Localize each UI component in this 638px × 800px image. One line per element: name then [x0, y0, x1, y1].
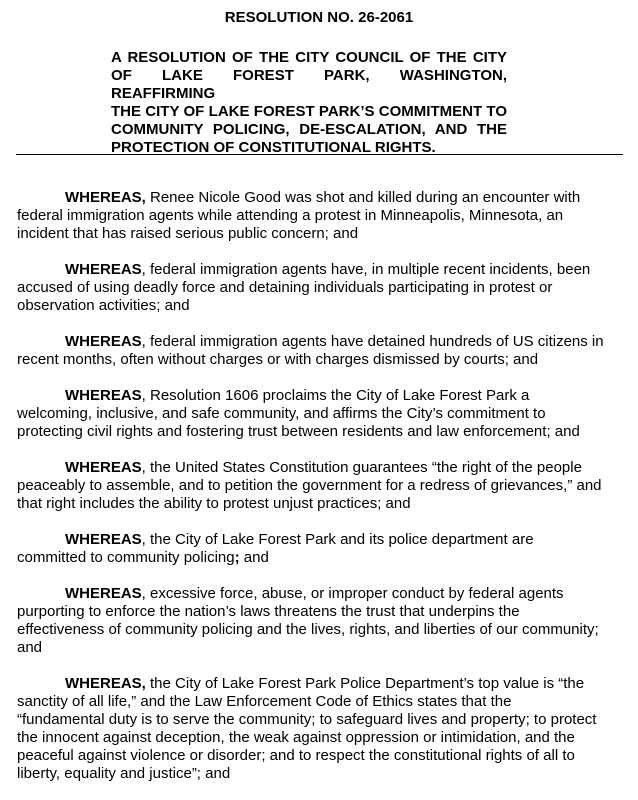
whereas-keyword: WHEREAS,	[65, 189, 146, 206]
paragraph-text: Renee Nicole Good was shot and killed during an encounter with	[145, 189, 581, 206]
whereas-keyword: WHEREAS	[65, 261, 142, 278]
paragraph-text: , excessive force, abuse, or improper conduct by federal agents	[141, 585, 564, 602]
paragraph-line: recent months, often without charges or with charges dismissed by courts; and	[17, 351, 539, 368]
paragraph-text: , the United States Constitution guarantees “the right of the people	[141, 459, 582, 476]
paragraph-line: welcoming, inclusive, and safe community, and affirms the City’s commitment to	[17, 405, 546, 422]
paragraph-line: liberty, equality and justice”; and	[17, 765, 231, 782]
paragraph-line: and	[17, 639, 43, 656]
paragraph-line: protecting civil rights and fostering trust between residents and law enforcement; and	[17, 423, 580, 440]
whereas-paragraph	[17, 531, 629, 567]
paragraph-line: incident that has raised serious public concern; and	[17, 225, 359, 242]
paragraph-text: the City of Lake Forest Park Police Department’s top value is “the	[145, 675, 585, 692]
resolution-body	[17, 189, 629, 800]
paragraph-line: purporting to enforce the nation’s laws threatens the trust that underpins the	[17, 603, 520, 620]
whereas-keyword: WHEREAS	[65, 333, 142, 350]
paragraph-line: federal immigration agents while attending a protest in Minneapolis, Minnesota, an	[17, 207, 564, 224]
paragraph-text: , Resolution 1606 proclaims the City of Lake Forest Park a	[141, 387, 530, 404]
paragraph-line: “fundamental duty is to serve the community; to safeguard lives and property; to protect	[17, 711, 597, 728]
whereas-paragraph	[17, 585, 629, 657]
paragraph-text: , federal immigration agents have, in multiple recent incidents, been	[141, 261, 591, 278]
paragraph-line: peaceably to assemble, and to petition the government for a redress of grievances,” and	[17, 477, 602, 494]
title-line: OF LAKE FOREST PARK, WASHINGTON, REAFFIRMING	[111, 67, 507, 102]
title-line: PROTECTION OF CONSTITUTIONAL RIGHTS.	[111, 139, 436, 156]
resolution-number: RESOLUTION NO. 26-2061	[224, 9, 414, 26]
title-line: COMMUNITY POLICING, DE-ESCALATION, AND THE	[111, 121, 507, 138]
paragraph-text: , federal immigration agents have detained hundreds of US citizens in	[141, 333, 604, 350]
whereas-keyword: WHEREAS	[65, 585, 142, 602]
whereas-keyword: WHEREAS	[65, 459, 142, 476]
paragraph-line: effectiveness of community policing and the lives, rights, and liberties of our community;	[17, 621, 599, 638]
title-line: THE CITY OF LAKE FOREST PARK’S COMMITMENT TO	[111, 103, 507, 120]
title-line: A RESOLUTION OF THE CITY COUNCIL OF THE CITY	[111, 49, 507, 66]
paragraph-line: observation activities; and	[17, 297, 190, 314]
whereas-keyword: WHEREAS	[65, 387, 142, 404]
paragraph-text: , the City of Lake Forest Park and its police department are	[141, 531, 534, 548]
resolution-title	[111, 49, 507, 157]
whereas-paragraph	[17, 387, 629, 441]
paragraph-line: peaceful against violence or disorder; and to respect the constitutional rights of all to	[17, 747, 575, 764]
whereas-keyword: WHEREAS	[65, 531, 142, 548]
whereas-paragraph	[17, 261, 629, 315]
paragraph-line: that right includes the ability to protest unjust practices; and	[17, 495, 411, 512]
title-divider	[16, 154, 623, 155]
whereas-paragraph	[17, 189, 629, 243]
whereas-keyword: WHEREAS,	[65, 675, 146, 692]
whereas-paragraph	[17, 459, 629, 513]
paragraph-line: sanctity of all life,” and the Law Enforcement Code of Ethics states that the	[17, 693, 512, 710]
whereas-paragraph	[17, 675, 629, 783]
paragraph-line: the innocent against deception, the weak against oppression or intimidation, and the	[17, 729, 575, 746]
paragraph-line: committed to community policing; and	[17, 549, 269, 566]
paragraph-line: accused of using deadly force and detaining individuals participating in protest or	[17, 279, 553, 296]
whereas-paragraph	[17, 333, 629, 369]
